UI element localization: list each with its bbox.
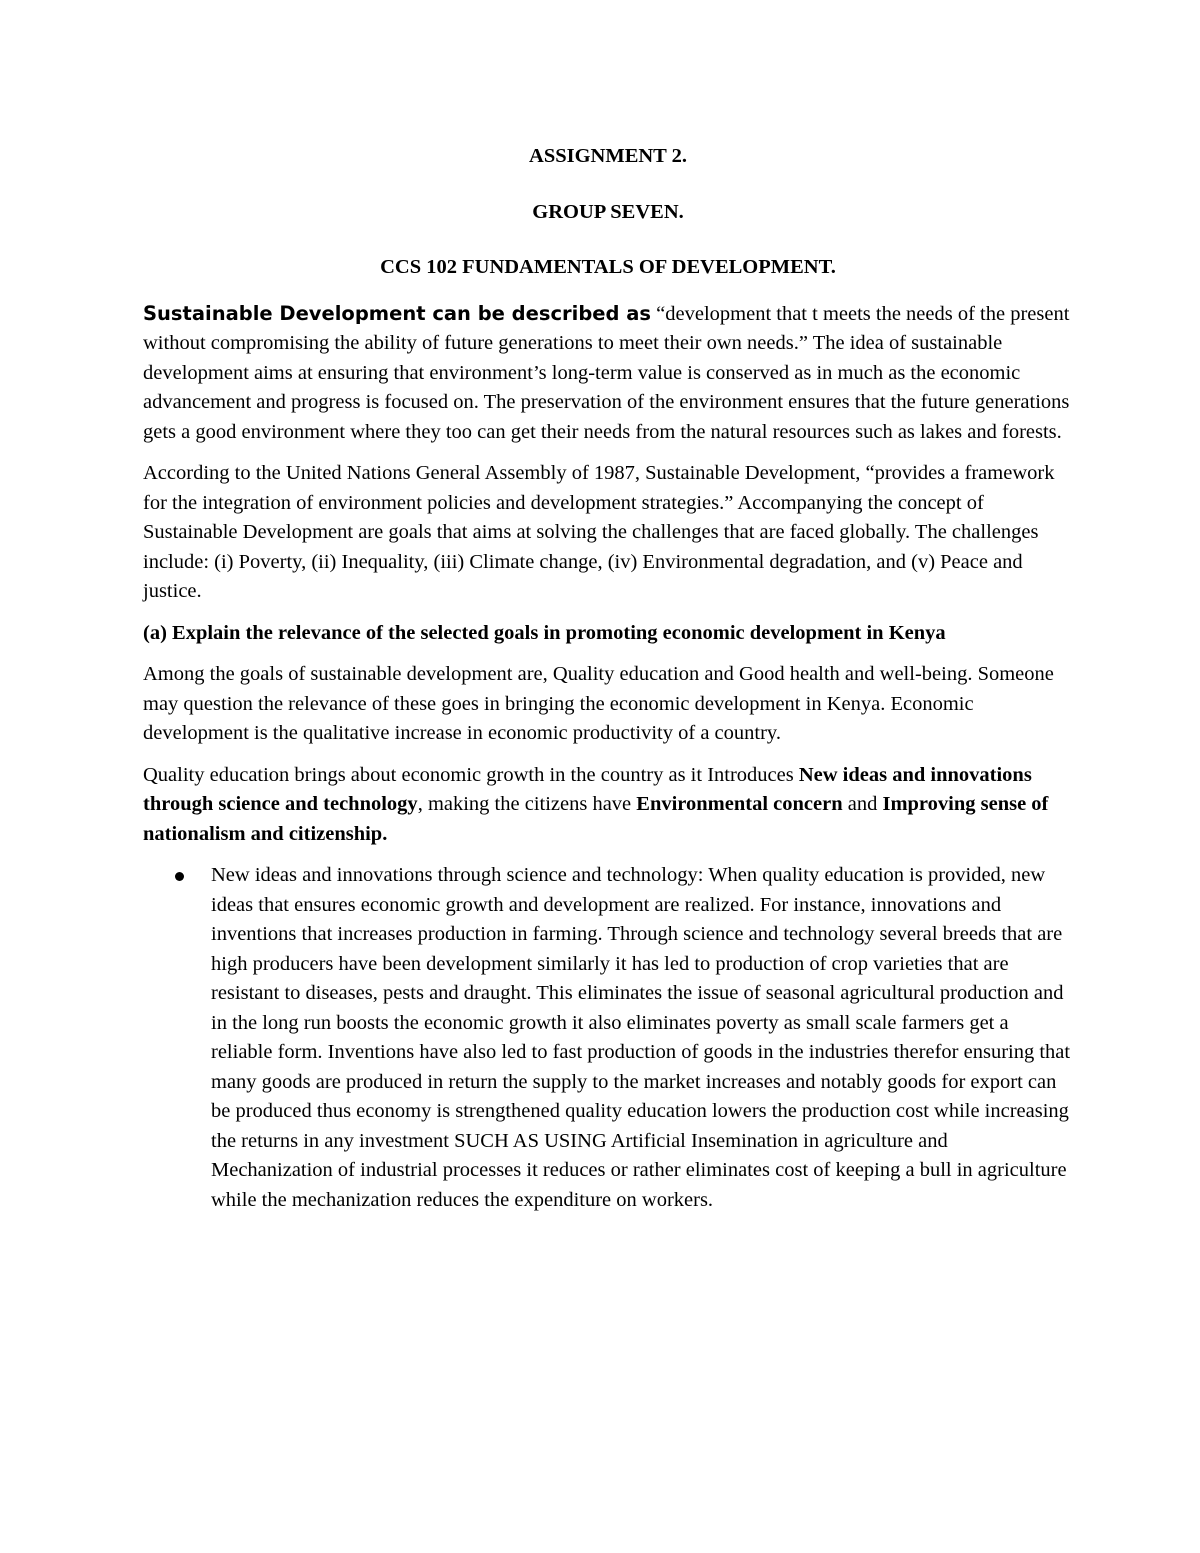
qe-text-1: Quality education brings about economic growth in the country as it Introduces xyxy=(143,763,799,786)
section-a-heading: (a) Explain the relevance of the selected goals in promoting economic development in Kenya xyxy=(143,621,946,644)
bullet-icon xyxy=(175,872,184,881)
qe-text-2: , making the citizens have xyxy=(417,793,637,815)
course-title: CCS 102 FUNDAMENTALS OF DEVELOPMENT. xyxy=(380,256,836,278)
qe-bold-3: Improving sense of nationalism and citizenship. xyxy=(143,793,1049,845)
qe-text-3: and xyxy=(842,793,883,815)
un-paragraph: According to the United Nations General Assembly of 1987, Sustainable Development, “provides a framework for the integration of environment policies and development strategies.” Accompanying the concept of Sustainable Development are goals that aims at solving the challenges that are faced globally. The challenges include: (i) Poverty, (ii) Inequality, (iii) Climate change, (iv) Environmental degradation, and (v) Peace and justice. xyxy=(143,462,1055,602)
quality-education-paragraph xyxy=(143,761,1073,850)
bullet-list xyxy=(143,861,1073,1215)
intro-paragraph xyxy=(143,299,1073,448)
document-page xyxy=(143,142,1073,1215)
list-item xyxy=(143,861,1073,1215)
qe-bold-2: Environmental concern xyxy=(636,793,843,815)
intro-lead: Sustainable Development can be described as xyxy=(143,301,652,325)
intro-text: “development that t meets the needs of the present without compromising the ability of future generations to meet their own needs.” The idea of sustainable development aims at ensuring that environment’s long-term value is conserved as in much as the economic advancement and progress is focused on. The preservation of the environment ensures that the future generations gets a good environment where they too can get their needs from the natural resources such as lakes and forests. xyxy=(143,302,1070,443)
group-title: GROUP SEVEN. xyxy=(532,200,684,223)
bullet-text: New ideas and innovations through science and technology: When quality education is provided, new ideas that ensures economic growth and development are realized. For instance, innovations and inventions that increases production in farming. Through science and technology several breeds that are high producers have been development similarly it has led to production of crop varieties that are resistant to diseases, pests and draught. This eliminates the issue of seasonal agricultural production and in the long run boosts the economic growth it also eliminates poverty as small scale farmers get a reliable form. Inventions have also led to fast production of goods in the industries therefor ensuring that many goods are produced in return the supply to the market increases and notably goods for export can be produced thus economy is strengthened quality education lowers the production cost while increasing the returns in any investment SUCH AS USING Artificial Insemination in agriculture and Mechanization of industrial processes it reduces or rather eliminates cost of keeping a bull in agriculture while the mechanization reduces the expenditure on workers. xyxy=(211,864,1071,1211)
qe-bold-1: New ideas and innovations through science and technology xyxy=(143,763,1032,815)
assignment-title: ASSIGNMENT 2. xyxy=(529,145,687,167)
goals-paragraph: Among the goals of sustainable development are, Quality education and Good health and well-being. Someone may question the relevance of these goes in bringing the economic development in Kenya. Economic development is the qualitative increase in economic productivity of a country. xyxy=(143,663,1054,744)
